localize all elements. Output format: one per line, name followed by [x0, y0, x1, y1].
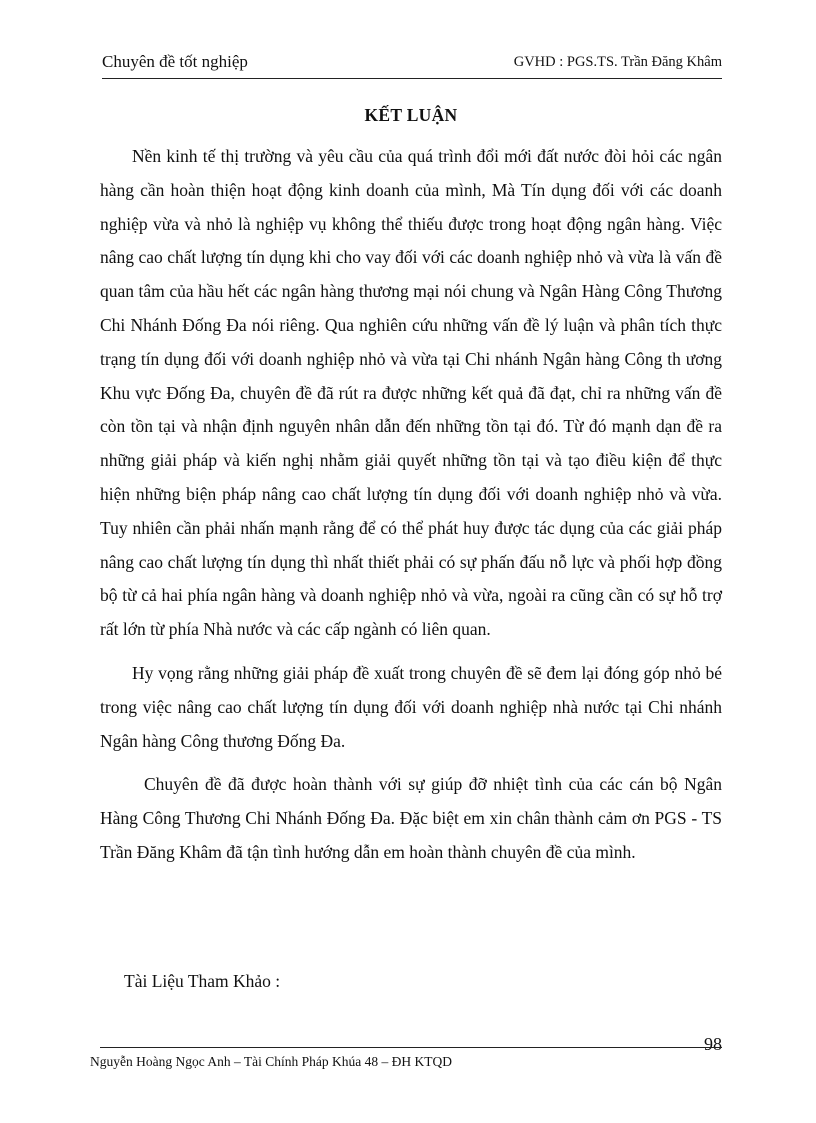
footer-divider [100, 1047, 722, 1048]
page-footer: Nguyễn Hoàng Ngọc Anh – Tài Chính Pháp Khúa 48 – ĐH KTQD [90, 1054, 452, 1069]
paragraph-acknowledgement: Chuyên đề đã được hoàn thành với sự giúp đỡ nhiệt tình của các cán bộ Ngân Hàng Công Thương Chi Nhánh Đống Đa. Đặc biệt em xin chân thành cảm ơn PGS - TS Trần Đăng Khâm đã tận tình hướng dẫn em hoàn thành chuyên đề của mình. [100, 774, 722, 862]
page-header [102, 52, 722, 78]
paragraph-conclusion: Nền kinh tế thị trường và yêu cầu của quá trình đổi mới đất nước đòi hỏi các ngân hàng cần hoàn thiện hoạt động kinh doanh của mình, Mà Tín dụng đối với các doanh nghiệp vừa và nhỏ là nghiệp vụ không thể thiếu được trong hoạt động ngân hàng. Việc nâng cao chất lượng tín dụng khi cho vay đối với các doanh nghiệp nhỏ và vừa là vấn đề quan tâm của hầu hết các ngân hàng thương mại nói chung và Ngân Hàng Công Thương Chi Nhánh Đống Đa nói riêng. Qua nghiên cứu những vấn đề lý luận và phân tích thực trạng tín dụng đối với doanh nghiệp nhỏ và vừa tại Chi nhánh Ngân hàng Công th ương Khu vực Đống Đa, chuyên đề đã rút ra được những kết quả đã đạt, chỉ ra những vấn đề còn tồn tại và nhận định nguyên nhân dẫn đến những tồn tại đó. Từ đó mạnh dạn đề ra những giải pháp và kiến nghị nhằm giải quyết những tồn tại và tạo điều kiện để thực hiện những biện pháp nâng cao chất lượng tín dụng đối với doanh nghiệp nhỏ và vừa. Tuy nhiên cần phải nhấn mạnh rằng để có thể phát huy được tác dụng của các giải pháp nâng cao chất lượng tín dụng thì nhất thiết phải có sự phấn đấu nỗ lực và phối hợp đồng bộ từ cả hai phía ngân hàng và doanh nghiệp nhỏ và vừa, ngoài ra cũng cần có sự hỗ trợ rất lớn từ phía Nhà nước và các cấp ngành có liên quan. [100, 146, 722, 640]
header-supervisor: GVHD : PGS.TS. Trần Đăng Khâm [513, 54, 722, 70]
document-body [100, 140, 722, 870]
paragraph-hope: Hy vọng rằng những giải pháp đề xuất trong chuyên đề sẽ đem lại đóng góp nhỏ bé trong việc nâng cao chất lượng tín dụng đối với doanh nghiệp nhà nước tại Chi nhánh Ngân hàng Công thương Đống Đa. [100, 662, 722, 751]
page-title: KẾT LUẬN [364, 105, 458, 125]
page-number: 98 [704, 1034, 722, 1054]
references-heading: Tài Liệu Tham Khảo : [124, 971, 281, 991]
header-document-type: Chuyên đề tốt nghiệp [102, 52, 248, 71]
header-divider [102, 78, 722, 79]
